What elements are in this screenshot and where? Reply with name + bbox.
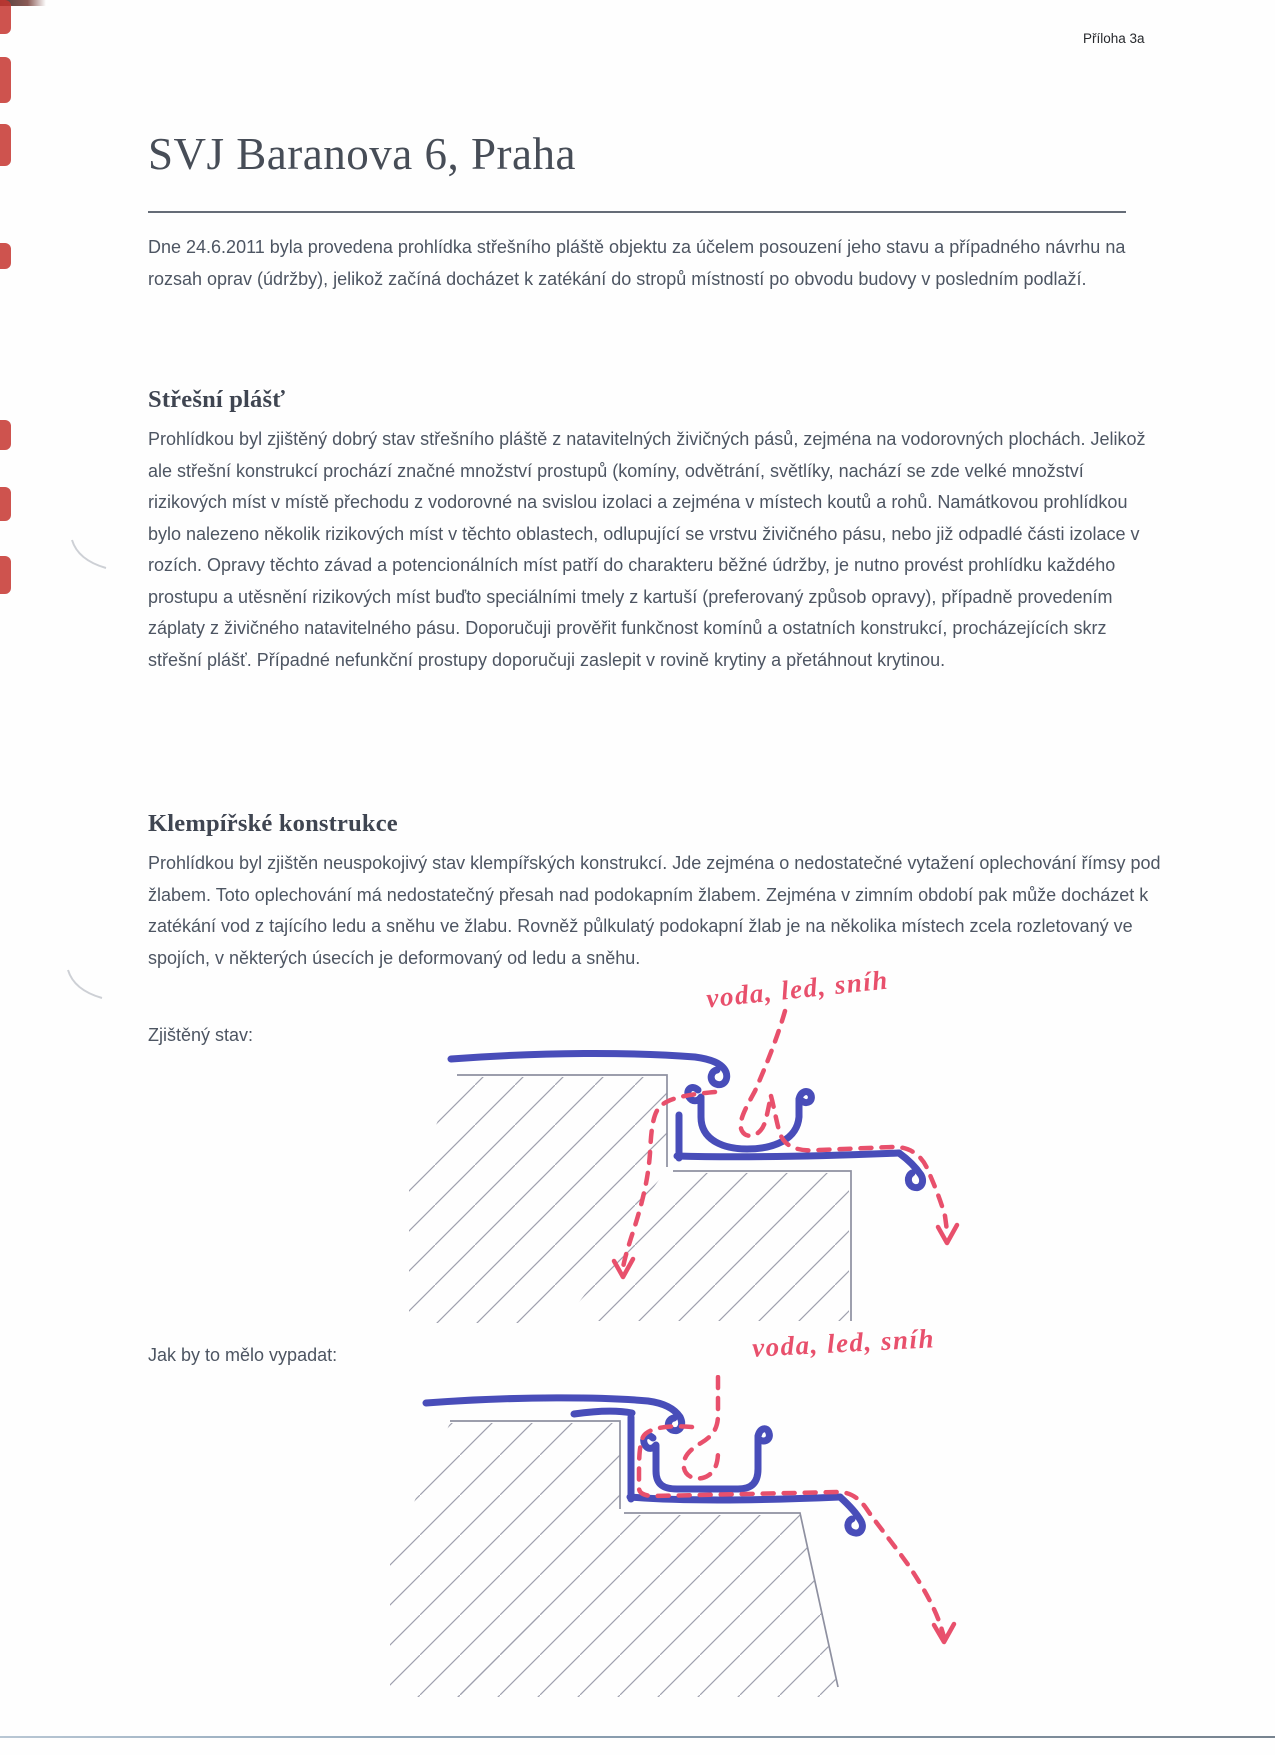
red-edge-mark <box>0 57 11 103</box>
red-edge-mark <box>0 124 11 166</box>
pencil-paren-artifact <box>62 968 106 1002</box>
pencil-paren-artifact <box>66 538 110 572</box>
red-edge-mark <box>0 487 11 521</box>
attachment-label: Příloha 3a <box>1083 31 1145 46</box>
wall-hatching <box>390 1423 837 1697</box>
page-title: SVJ Baranova 6, Praha <box>148 129 576 179</box>
red-edge-mark <box>0 0 11 34</box>
title-rule <box>148 211 1126 213</box>
section-heading-klempirske-konstrukce: Klempířské konstrukce <box>148 810 398 837</box>
red-edge-mark <box>0 420 11 450</box>
section-heading-stresni-plast: Střešní plášť <box>148 386 286 413</box>
sketch-correct-state <box>380 1375 1000 1710</box>
section-body-stresni-plast: Prohlídkou byl zjištěný dobrý stav střešního pláště z natavitelných živičných pásů, zejména na vodorovných plochách. Jelikož ale střešní konstrukcí prochází značné množství prostupů (komíny, odvětrání, světlíky, nachází se zde velké množství rizikových míst v místě přechodu z vodorovné na svislou izolaci a zejména v místech koutů a rohů. Namátkovou prohlídkou bylo nalezeno několik rizikových míst v těchto oblastech, odlupující se vrstvu živičného pásu, nebo již odpadlé části izolace v rozích. Opravy těchto závad a potencionálních míst patří do charakteru běžné údržby, je nutno provést prohlídku každého prostupu a utěsnění rizikových míst buďto speciálními tmely z kartuší (preferovaný způsob opravy), případně provedením záplaty z živičného natavitelného pásu. Doporučuji prověřit funkčnost komínů a ostatních konstrukcí, procházejících skrz střešní plášť. Případné nefunkční prostupy doporučuji zaslepit v rovině krytiny a přetáhnout krytinou. <box>148 429 1146 670</box>
red-edge-mark <box>0 243 11 269</box>
scan-bottom-edge-line <box>0 1736 1275 1738</box>
intro-paragraph: Dne 24.6.2011 byla provedena prohlídka střešního pláště objektu za účelem posouzení jeho stavu a případného návrhu na rozsah oprav (údržby), jelikož začíná docházet k zatékání do stropů místností po obvodu budovy v posledním podlaží. <box>148 237 1126 289</box>
red-edge-mark <box>0 556 11 594</box>
section-body-klempirske-konstrukce: Prohlídkou byl zjištěn neuspokojivý stav klempířských konstrukcí. Jde zejména o nedostatečné vytažení oplechování římsy pod žlabem. Toto oplechování má nedostatečný přesah nad podokapním žlabem. Zejména v zimním období pak může docházet k zatékání vod z tajícího ledu a sněhu ve žlabu. Rovněž půlkulatý podokapní žlab je na několika místech zcela rozletovaný ve spojích, v některých úsecích je deformovaný od ledu a sněhu. <box>148 853 1161 968</box>
handwritten-note-voda-led-snih-2: voda, led, sníh <box>751 1323 936 1363</box>
figure-label-found-state: Zjištěný stav: <box>148 1025 254 1045</box>
handwritten-note-voda-led-snih-1: voda, led, sníh <box>704 964 891 1014</box>
figure-label-correct-state: Jak by to mělo vypadat: <box>148 1345 338 1365</box>
sketch-found-state <box>395 925 975 1325</box>
wall-hatching <box>409 1077 849 1323</box>
